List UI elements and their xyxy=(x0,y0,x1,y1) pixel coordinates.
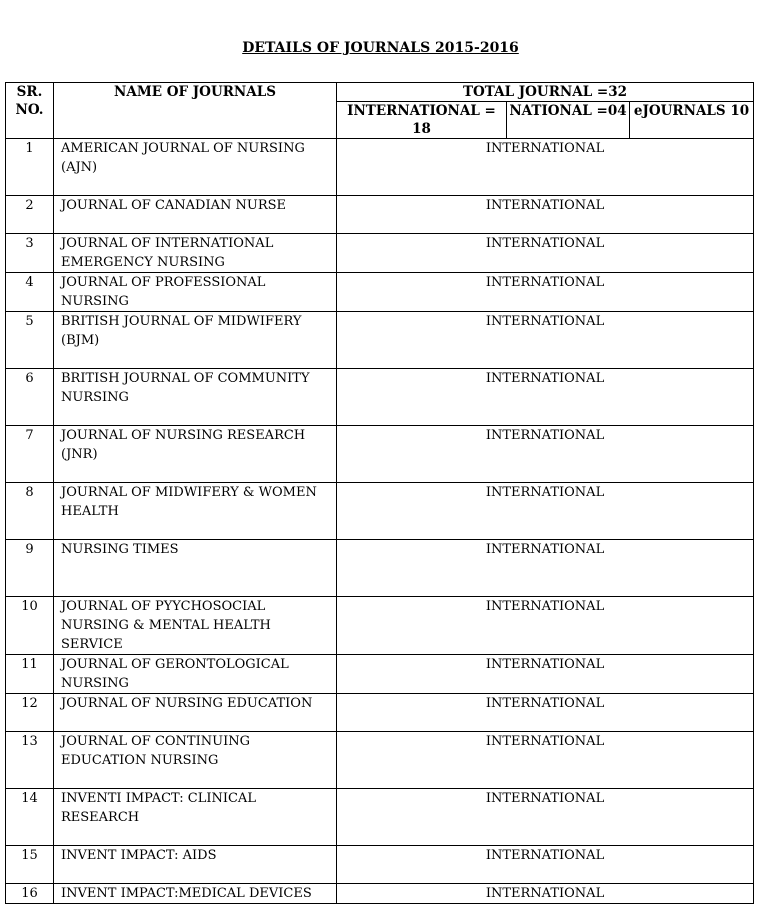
row-sr-no: 11 xyxy=(6,655,54,694)
table-row xyxy=(6,694,754,732)
row-sr-no: 9 xyxy=(6,540,54,597)
row-journal-name: NURSING TIMES xyxy=(54,540,337,597)
table-row xyxy=(6,884,754,904)
row-journal-type: INTERNATIONAL xyxy=(337,483,754,540)
table-row xyxy=(6,540,754,597)
table-row xyxy=(6,273,754,312)
table-row xyxy=(6,234,754,273)
row-journal-type: INTERNATIONAL xyxy=(337,234,754,273)
row-journal-name: INVENT IMPACT: AIDS xyxy=(54,846,337,884)
row-sr-no: 13 xyxy=(6,732,54,789)
table-row xyxy=(6,312,754,369)
header-total-journal: TOTAL JOURNAL =32 xyxy=(337,83,754,102)
row-journal-type: INTERNATIONAL xyxy=(337,789,754,846)
row-journal-name: JOURNAL OF CANADIAN NURSE xyxy=(54,196,337,234)
table-row xyxy=(6,732,754,789)
row-journal-type: INTERNATIONAL xyxy=(337,312,754,369)
row-sr-no: 3 xyxy=(6,234,54,273)
row-sr-no: 16 xyxy=(6,884,54,904)
row-journal-name: JOURNAL OF PYYCHOSOCIAL NURSING & MENTAL HEALTH SERVICE xyxy=(54,597,337,655)
row-journal-type: INTERNATIONAL xyxy=(337,369,754,426)
row-sr-no: 2 xyxy=(6,196,54,234)
header-national: NATIONAL =04 xyxy=(507,102,630,139)
row-journal-type: INTERNATIONAL xyxy=(337,694,754,732)
row-sr-no: 4 xyxy=(6,273,54,312)
row-journal-type: INTERNATIONAL xyxy=(337,846,754,884)
table-row xyxy=(6,369,754,426)
row-journal-name: INVENTI IMPACT: CLINICAL RESEARCH xyxy=(54,789,337,846)
row-sr-no: 7 xyxy=(6,426,54,483)
row-journal-name: BRITISH JOURNAL OF MIDWIFERY (BJM) xyxy=(54,312,337,369)
row-journal-name: JOURNAL OF NURSING EDUCATION xyxy=(54,694,337,732)
row-sr-no: 5 xyxy=(6,312,54,369)
row-journal-type: INTERNATIONAL xyxy=(337,139,754,196)
journals-table-body xyxy=(6,139,754,904)
row-journal-type: INTERNATIONAL xyxy=(337,655,754,694)
row-journal-name: AMERICAN JOURNAL OF NURSING (AJN) xyxy=(54,139,337,196)
header-international: INTERNATIONAL = 18 xyxy=(337,102,507,139)
table-row xyxy=(6,597,754,655)
row-journal-name: JOURNAL OF INTERNATIONAL EMERGENCY NURSING xyxy=(54,234,337,273)
page-title: DETAILS OF JOURNALS 2015-2016 xyxy=(242,40,519,56)
row-journal-type: INTERNATIONAL xyxy=(337,196,754,234)
row-journal-name: JOURNAL OF GERONTOLOGICAL NURSING xyxy=(54,655,337,694)
row-journal-type: INTERNATIONAL xyxy=(337,597,754,655)
row-journal-type: INTERNATIONAL xyxy=(337,732,754,789)
row-journal-name: BRITISH JOURNAL OF COMMUNITY NURSING xyxy=(54,369,337,426)
row-journal-name: JOURNAL OF MIDWIFERY & WOMEN HEALTH xyxy=(54,483,337,540)
row-journal-name: JOURNAL OF CONTINUING EDUCATION NURSING xyxy=(54,732,337,789)
row-journal-name: INVENT IMPACT:MEDICAL DEVICES xyxy=(54,884,337,904)
row-journal-name: JOURNAL OF PROFESSIONAL NURSING xyxy=(54,273,337,312)
row-sr-no: 8 xyxy=(6,483,54,540)
row-sr-no: 10 xyxy=(6,597,54,655)
row-sr-no: 1 xyxy=(6,139,54,196)
row-journal-type: INTERNATIONAL xyxy=(337,540,754,597)
row-sr-no: 6 xyxy=(6,369,54,426)
row-sr-no: 15 xyxy=(6,846,54,884)
table-row xyxy=(6,426,754,483)
row-journal-type: INTERNATIONAL xyxy=(337,273,754,312)
row-sr-no: 12 xyxy=(6,694,54,732)
header-name-of-journals: NAME OF JOURNALS xyxy=(54,83,337,139)
table-row xyxy=(6,846,754,884)
row-journal-type: INTERNATIONAL xyxy=(337,884,754,904)
header-ejournals: eJOURNALS 10 xyxy=(630,102,754,139)
table-row xyxy=(6,483,754,540)
table-row xyxy=(6,196,754,234)
table-row xyxy=(6,655,754,694)
row-journal-name: JOURNAL OF NURSING RESEARCH (JNR) xyxy=(54,426,337,483)
table-row xyxy=(6,139,754,196)
header-sr-no: SR. NO. xyxy=(6,83,54,139)
row-sr-no: 14 xyxy=(6,789,54,846)
row-journal-type: INTERNATIONAL xyxy=(337,426,754,483)
table-row xyxy=(6,789,754,846)
journals-table xyxy=(5,82,754,904)
